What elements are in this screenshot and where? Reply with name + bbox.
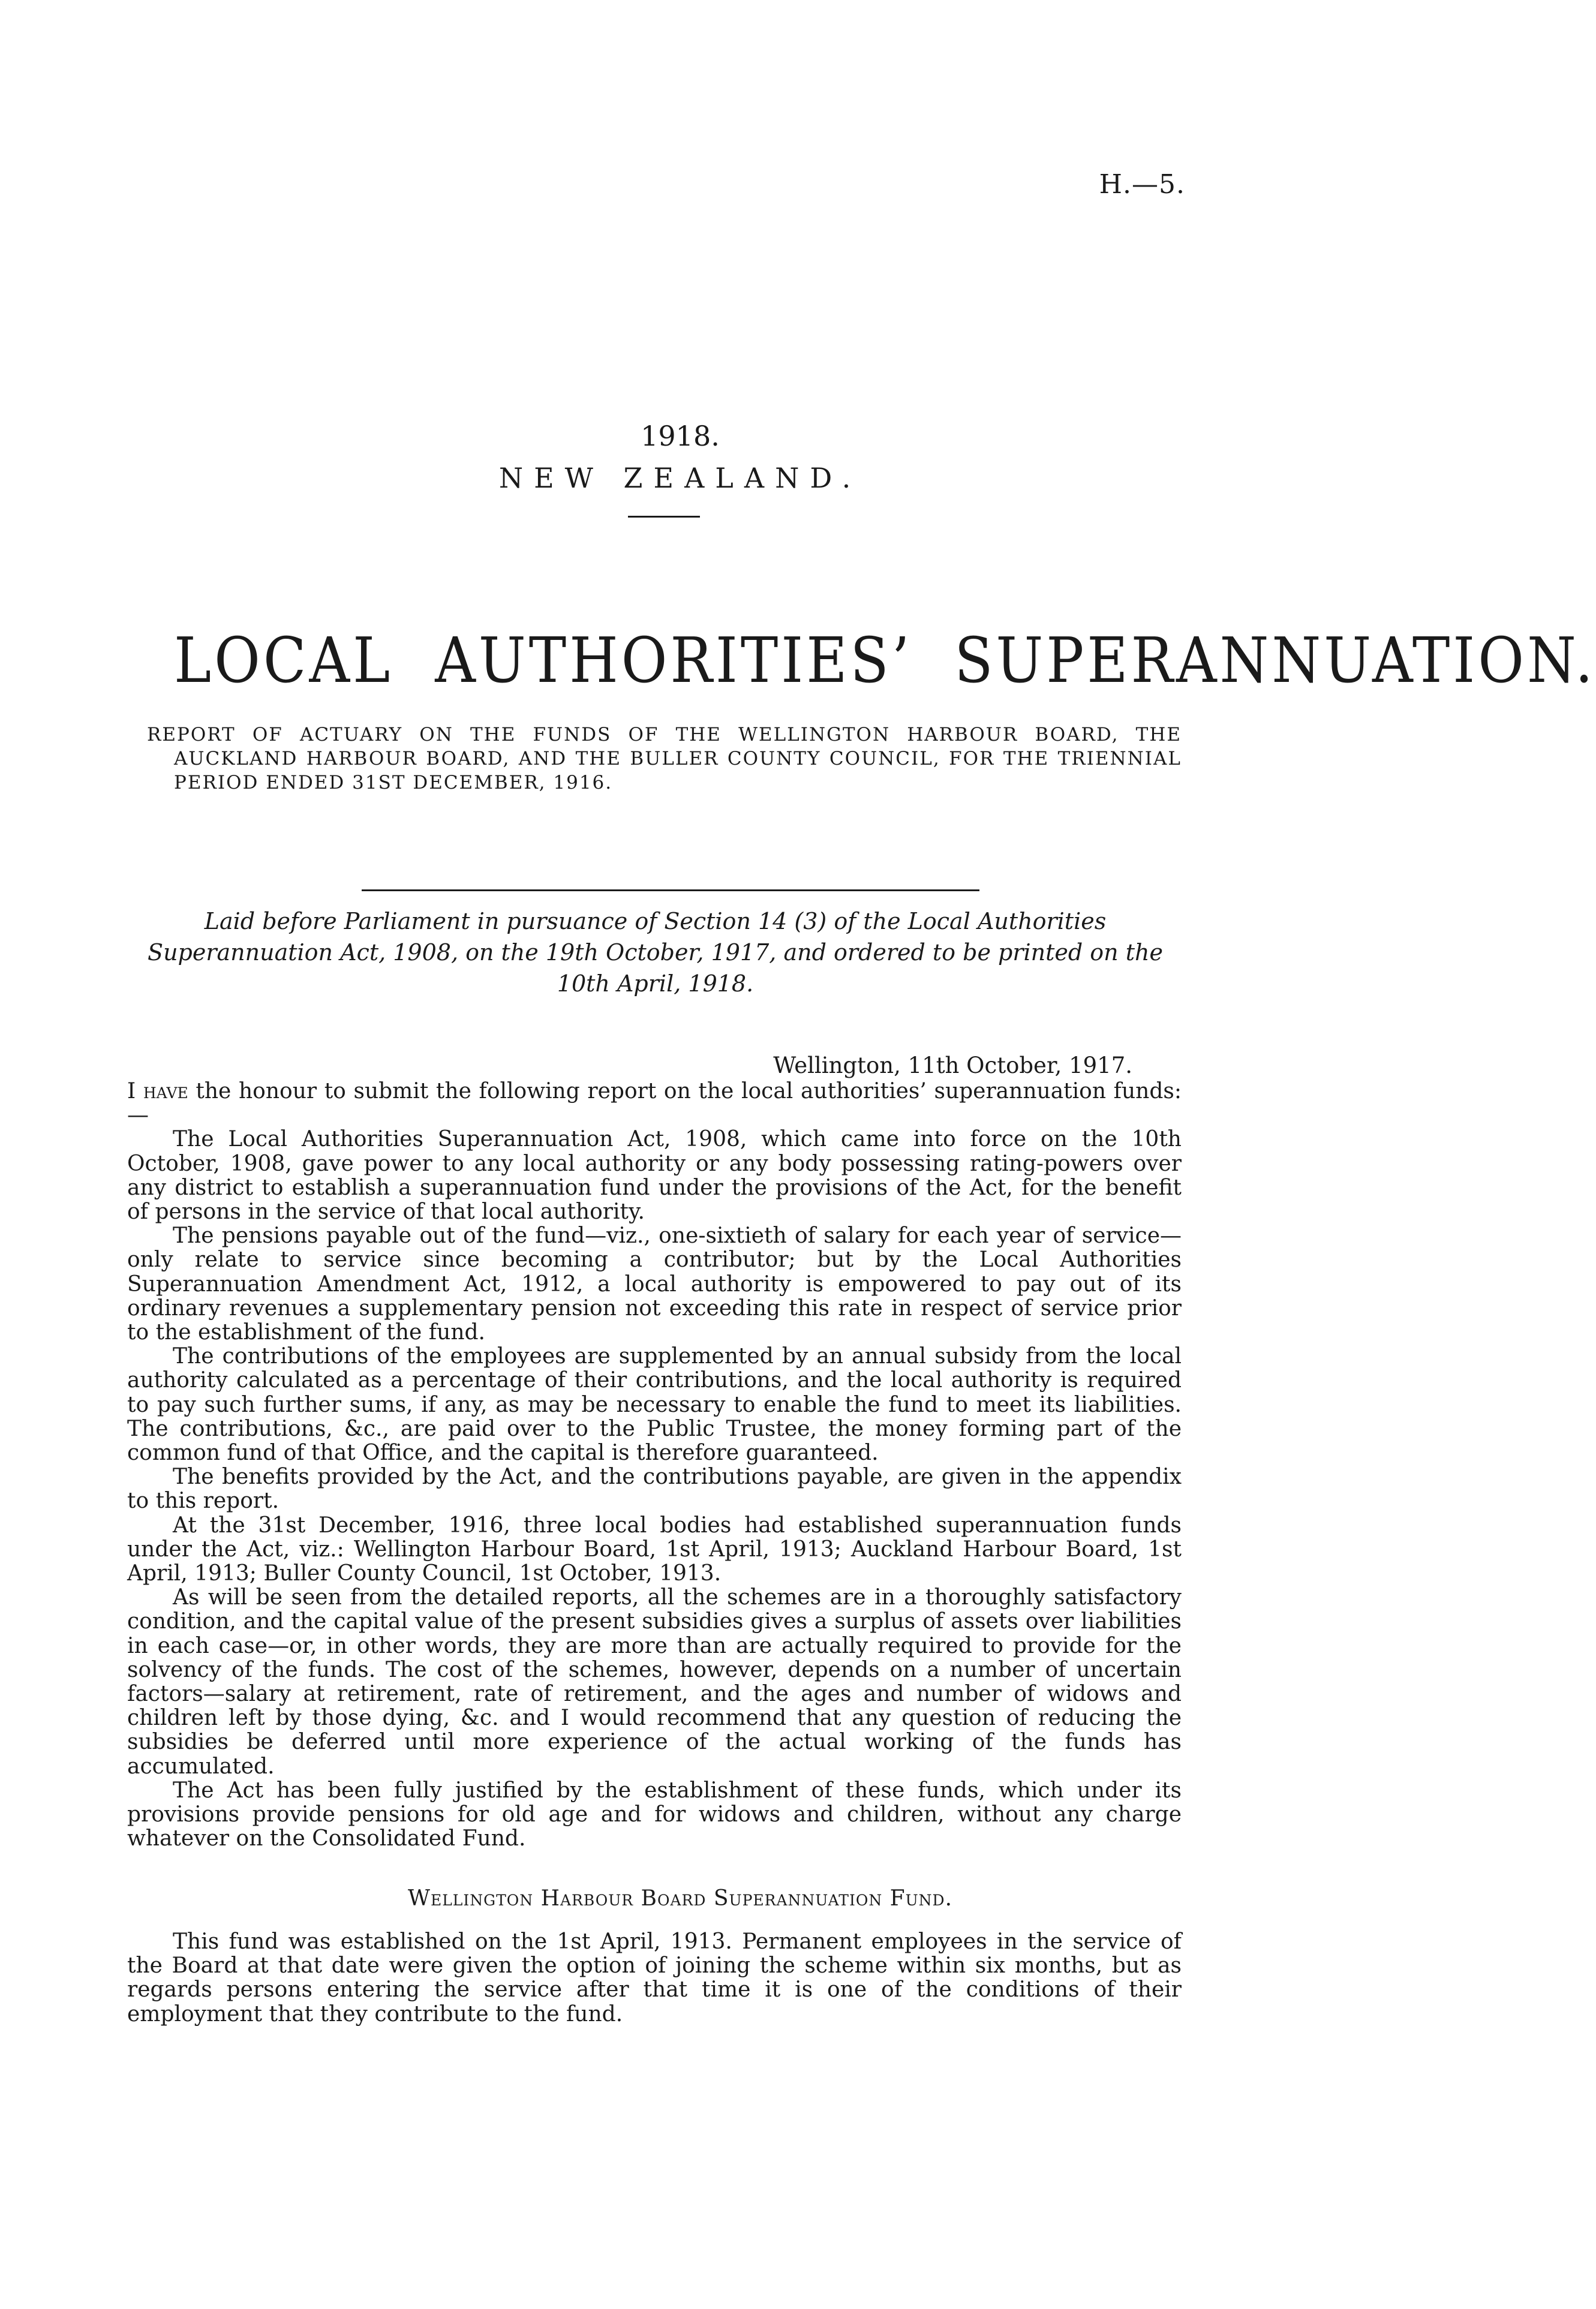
- body-paragraph: The Local Authorities Superannuation Act, 1908, which came into force on the 10th October, 1908, gave power to any local authority or any body possessing rating-powers over any district to establish a superannuation fund under the provisions of the Act, for the benefit of persons in the service of that local authority.: [127, 1127, 1182, 1225]
- parliamentary-paper-reference: H.—5.: [1099, 169, 1185, 200]
- body-paragraph: The contributions of the employees are supplemented by an annual subsidy from the local authority calculated as a percentage of their contributions, and the local authority is required to pay such further sums, if any, as may be necessary to enable the fund to meet its liabilities. The contributions, &c., are paid over to the Public Trustee, the money forming part of the common fund of that Office, and the capital is therefore guaranteed.: [127, 1344, 1182, 1466]
- section-heading: Wellington Harbour Board Superannuation Fund.: [407, 1886, 953, 1911]
- opening-smallcaps: I have: [127, 1079, 188, 1104]
- divider-rule: [362, 889, 979, 891]
- laid-before-parliament-note: Laid before Parliament in pursuance of Section 14 (3) of the Local Authorities Superannuation Act, 1908, on the 19th October, 1917, and ordered to be printed on the 10th April, 1918.: [148, 908, 1163, 997]
- title-word: AUTHORITIES’: [435, 624, 913, 697]
- body-paragraph: This fund was established on the 1st April, 1913. Permanent employees in the service of the Board at that date were given the option of joining the scheme within six months, but as regards persons entering the service after that time it is one of the conditions of their employment that they contribute to the fund.: [127, 1929, 1182, 2027]
- letter-body: [127, 1080, 1182, 1851]
- body-paragraph: As will be seen from the detailed reports, all the schemes are in a thoroughly satisfactory condition, and the capital value of the present subsidies gives a surplus of assets over liabilities in each case—or, in other words, they are more than are actually required to provide for the solvency of the funds. The cost of the schemes, however, depends on a number of uncertain factors—salary at retirement, rate of retirement, and the ages and number of widows and children left by those dying, &c. and I would recommend that any question of reducing the subsidies be deferred until more experience of the actual working of the funds has accumulated.: [127, 1585, 1182, 1779]
- divider-rule: [628, 516, 700, 518]
- body-paragraph: The benefits provided by the Act, and the contributions payable, are given in the appendix to this report.: [127, 1465, 1182, 1514]
- body-paragraph: The Act has been fully justified by the establishment of these funds, which under its provisions provide pensions for old age and for widows and children, without any charge whatever on the Consolidated Fund.: [127, 1778, 1182, 1851]
- title-word: LOCAL: [174, 624, 393, 697]
- report-subtitle: REPORT OF ACTUARY ON THE FUNDS OF THE WELLINGTON HARBOUR BOARD, THE AUCKLAND HARBOUR BOARD, AND THE BULLER COUNTY COUNCIL, FOR THE TRIENNIAL PERIOD ENDED 31ST DECEMBER, 1916.: [147, 724, 1182, 793]
- section-body: [127, 1930, 1182, 2027]
- opening-text: the honour to submit the following report on the local authorities’ superannuation funds:—: [127, 1079, 1182, 1128]
- report-title: [174, 624, 1596, 697]
- letter-dateline: Wellington, 11th October, 1917.: [773, 1053, 1132, 1078]
- body-paragraph: The pensions payable out of the fund—viz., one-sixtieth of salary for each year of service—only relate to service since becoming a contributor; but by the Local Authorities Superannuation Amendment Act, 1912, a local authority is empowered to pay out of its ordinary revenues a supplementary pension not exceeding this rate in respect of service prior to the establishment of the fund.: [127, 1223, 1182, 1345]
- opening-paragraph: [127, 1080, 1182, 1128]
- title-word: SUPERANNUATION.: [954, 624, 1596, 697]
- body-paragraph: At the 31st December, 1916, three local bodies had established superannuation funds under the Act, viz.: Wellington Harbour Board, 1st April, 1913; Auckland Harbour Board, 1st April, 1913; Buller County Council, 1st October, 1913.: [127, 1513, 1182, 1586]
- publication-year: 1918.: [641, 420, 720, 452]
- country-heading: NEW ZEALAND.: [498, 462, 862, 494]
